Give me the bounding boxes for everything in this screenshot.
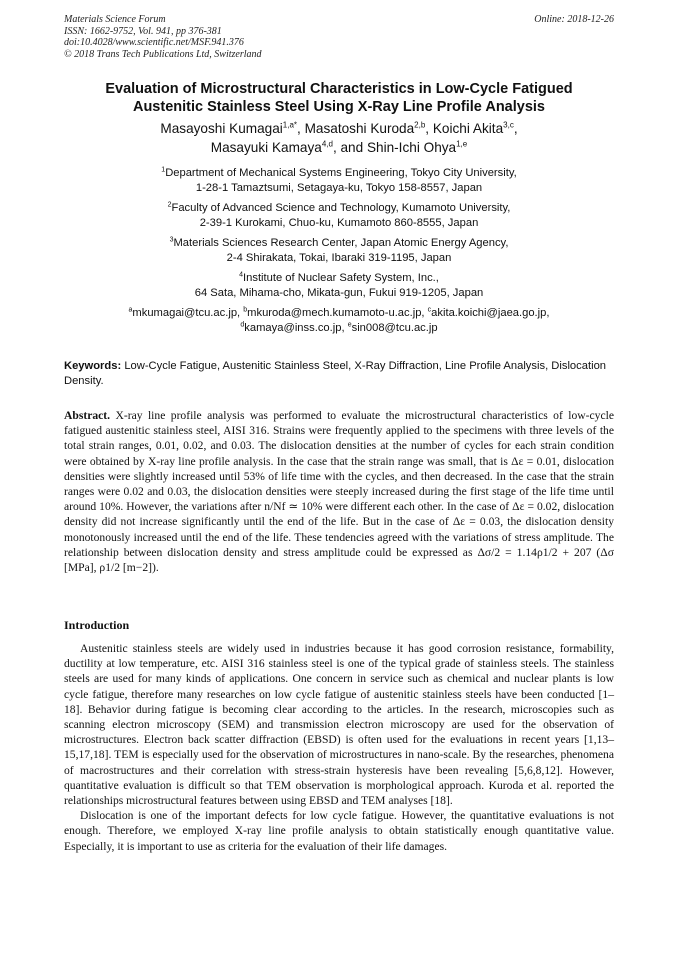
author-sep: , and — [332, 140, 367, 155]
affiliation-item — [40, 236, 638, 266]
intro-paragraph-2: Dislocation is one of the important defects for low cycle fatigue. However, the quantitative evaluations is not enough. Therefore, we employed X-ray line profile analysis to obtain statistically enough quantitative value. Especially, it is important to use as criteria for the evaluation of their life damages. — [64, 809, 614, 853]
author-name: Shin-Ichi Ohya — [366, 140, 457, 155]
copyright-line: © 2018 Trans Tech Publications Ltd, Switzerland — [64, 48, 262, 60]
email-link[interactable]: kamaya@inss.co.jp, — [244, 322, 345, 334]
issn-line: ISSN: 1662-9752, Vol. 941, pp 376-381 — [64, 25, 222, 37]
paper-title — [40, 80, 638, 116]
introduction-body — [64, 641, 614, 854]
email-list: $^a$mkumagai@tcu.ac.jp, $^b$mkuroda@mech.kumamoto-u.ac.jp, $^c$akita.koichi@jaea.go.jp, $^d$kamaya@inss.co.jp, $^e$sin008@tcu.ac.jp — [128, 306, 550, 334]
affiliation-line: Institute of Nuclear Safety System, Inc., — [243, 272, 439, 284]
affiliation-sup: 4 — [239, 271, 244, 279]
affiliation-item — [40, 201, 638, 231]
author-sup: 1,e — [456, 139, 468, 149]
author-sup: 2,b — [414, 120, 426, 130]
author-name: Masayuki Kamaya — [210, 140, 322, 155]
affiliation-line: Faculty of Advanced Science and Technology, Kumamoto University, — [171, 202, 511, 214]
abstract-block — [64, 408, 614, 575]
affiliation-item — [40, 271, 638, 301]
author-list — [40, 119, 638, 157]
abstract-text: X-ray line profile analysis was performed to evaluate the microstructural characteristics of low-cycle fatigued austenitic stainless steel, AISI 316. Strains were frequently applied to the specimens with three levels of the total strain ranges, 0.01, 0.02, and 0.03. The dislocation densities at the number of cycles for each strain condition were obtained by X-ray line profile analysis. In the case that the strain range was small, that is Δε = 0.01, dislocation densities were slightly increased until 53% of life time with the cycles, and then decreased. In the case that the strain ranges were 0.02 and 0.03, the dislocation densities were steeply increased during the first stage of the life time until around 10%. However, the variations after n/Nf ≃ 10% were different each other. In the case of Δε = 0.02, dislocation density did not increase significantly until the end of the life. But in the case of Δε = 0.03, the dislocation density monotonously increased until the end of the life. These tendencies agreed with the variations of stress amplitude. The relationship between dislocation density and stress amplitude could be expressed as Δσ/2 = 1.14ρ1/2 + 207 (Δσ [MPa], ρ1/2 [m−2]). — [64, 409, 614, 575]
section-heading-introduction: Introduction — [64, 618, 130, 632]
author-name: Masatoshi Kuroda — [304, 121, 415, 136]
keywords-block — [64, 359, 614, 389]
keywords-label: Keywords: — [64, 360, 122, 372]
author-sup: 1,a* — [282, 120, 298, 130]
author-sep: , — [297, 121, 305, 136]
affiliation-address: 1-28-1 Tamaztsumi, Setagaya-ku, Tokyo 158-8557, Japan — [195, 182, 483, 194]
page-header — [64, 14, 614, 60]
affiliation-address: 2-39-1 Kurokami, Chuo-ku, Kumamoto 860-8555, Japan — [199, 217, 479, 229]
email-link[interactable]: mkumagai@tcu.ac.jp, — [132, 307, 241, 319]
email-link[interactable]: akita.koichi@jaea.go.jp, — [431, 307, 550, 319]
abstract-label: Abstract. — [64, 409, 111, 422]
author-sep: , — [425, 121, 433, 136]
affiliation-item — [40, 166, 638, 196]
email-link[interactable]: sin008@tcu.ac.jp — [351, 322, 438, 334]
affiliation-sup: 3 — [169, 236, 174, 244]
affiliation-line: Department of Mechanical Systems Engineering, Tokyo City University, — [165, 167, 517, 179]
email-link[interactable]: mkuroda@mech.kumamoto-u.ac.jp, — [247, 307, 425, 319]
affiliation-sup: 2 — [167, 201, 172, 209]
keywords-text: Low-Cycle Fatigue, Austenitic Stainless Steel, X-Ray Diffraction, Line Profile Analysis, Dislocation Density. — [64, 360, 607, 387]
affiliation-address: 2-4 Shirakata, Tokai, Ibaraki 319-1195, Japan — [226, 252, 452, 264]
affiliation-address: 64 Sata, Mihama-cho, Mikata-gun, Fukui 919-1205, Japan — [194, 287, 484, 299]
online-date: Online: 2018-12-26 — [534, 14, 614, 25]
affiliation-sup: 1 — [161, 166, 166, 174]
doi-line: doi:10.4028/www.scientific.net/MSF.941.376 — [64, 37, 244, 49]
intro-paragraph-1: Austenitic stainless steels are widely used in industries because it has good corrosion resistance, formability, ductility at low temperature, etc. AISI 316 stainless steel is one of the typical grade of stainless steels. The stainless steels are used for many kinds of applications. One concern in service such as chemical and nuclear plants is low cycle fatigue, therefore many researches on low cycle fatigue of austenitic stainless steels have been conducted [1–18]. Behavior during fatigue is becoming clear according to the articles. In the research, microscopies such as scanning electron microscopy (SEM) and transmission electron microscopy are used for the observation of microstructures. Electron back scatter diffraction (EBSD) is often used for the evaluations in recent years [1,13–15,17,18]. TEM is especially used for the observation of microstructures in nano-scale. By the researches, phenomena of macrostructures and their correlation with stress-strain hysteresis have been revealing [5,6,8,12]. However, quantitative evaluation is difficult so that TEM observation is morphological approach. Kuroda et al. reported the relationships microstructural features between using EBSD and TEM analyses [18]. — [64, 642, 614, 808]
title-line-2: Austenitic Stainless Steel Using X-Ray Line Profile Analysis — [132, 99, 546, 115]
author-sup: 4,d — [321, 139, 333, 149]
author-name: Masayoshi Kumagai — [160, 121, 283, 136]
author-sep: , — [513, 121, 518, 136]
author-sup: 3,c — [503, 120, 514, 130]
affiliation-list — [40, 166, 638, 336]
affiliation-line: Materials Sciences Research Center, Japan Atomic Energy Agency, — [173, 237, 509, 249]
author-name: Koichi Akita — [432, 121, 504, 136]
journal-name: Materials Science Forum — [64, 14, 166, 25]
title-line-1: Evaluation of Microstructural Characteristics in Low-Cycle Fatigued — [105, 81, 573, 97]
